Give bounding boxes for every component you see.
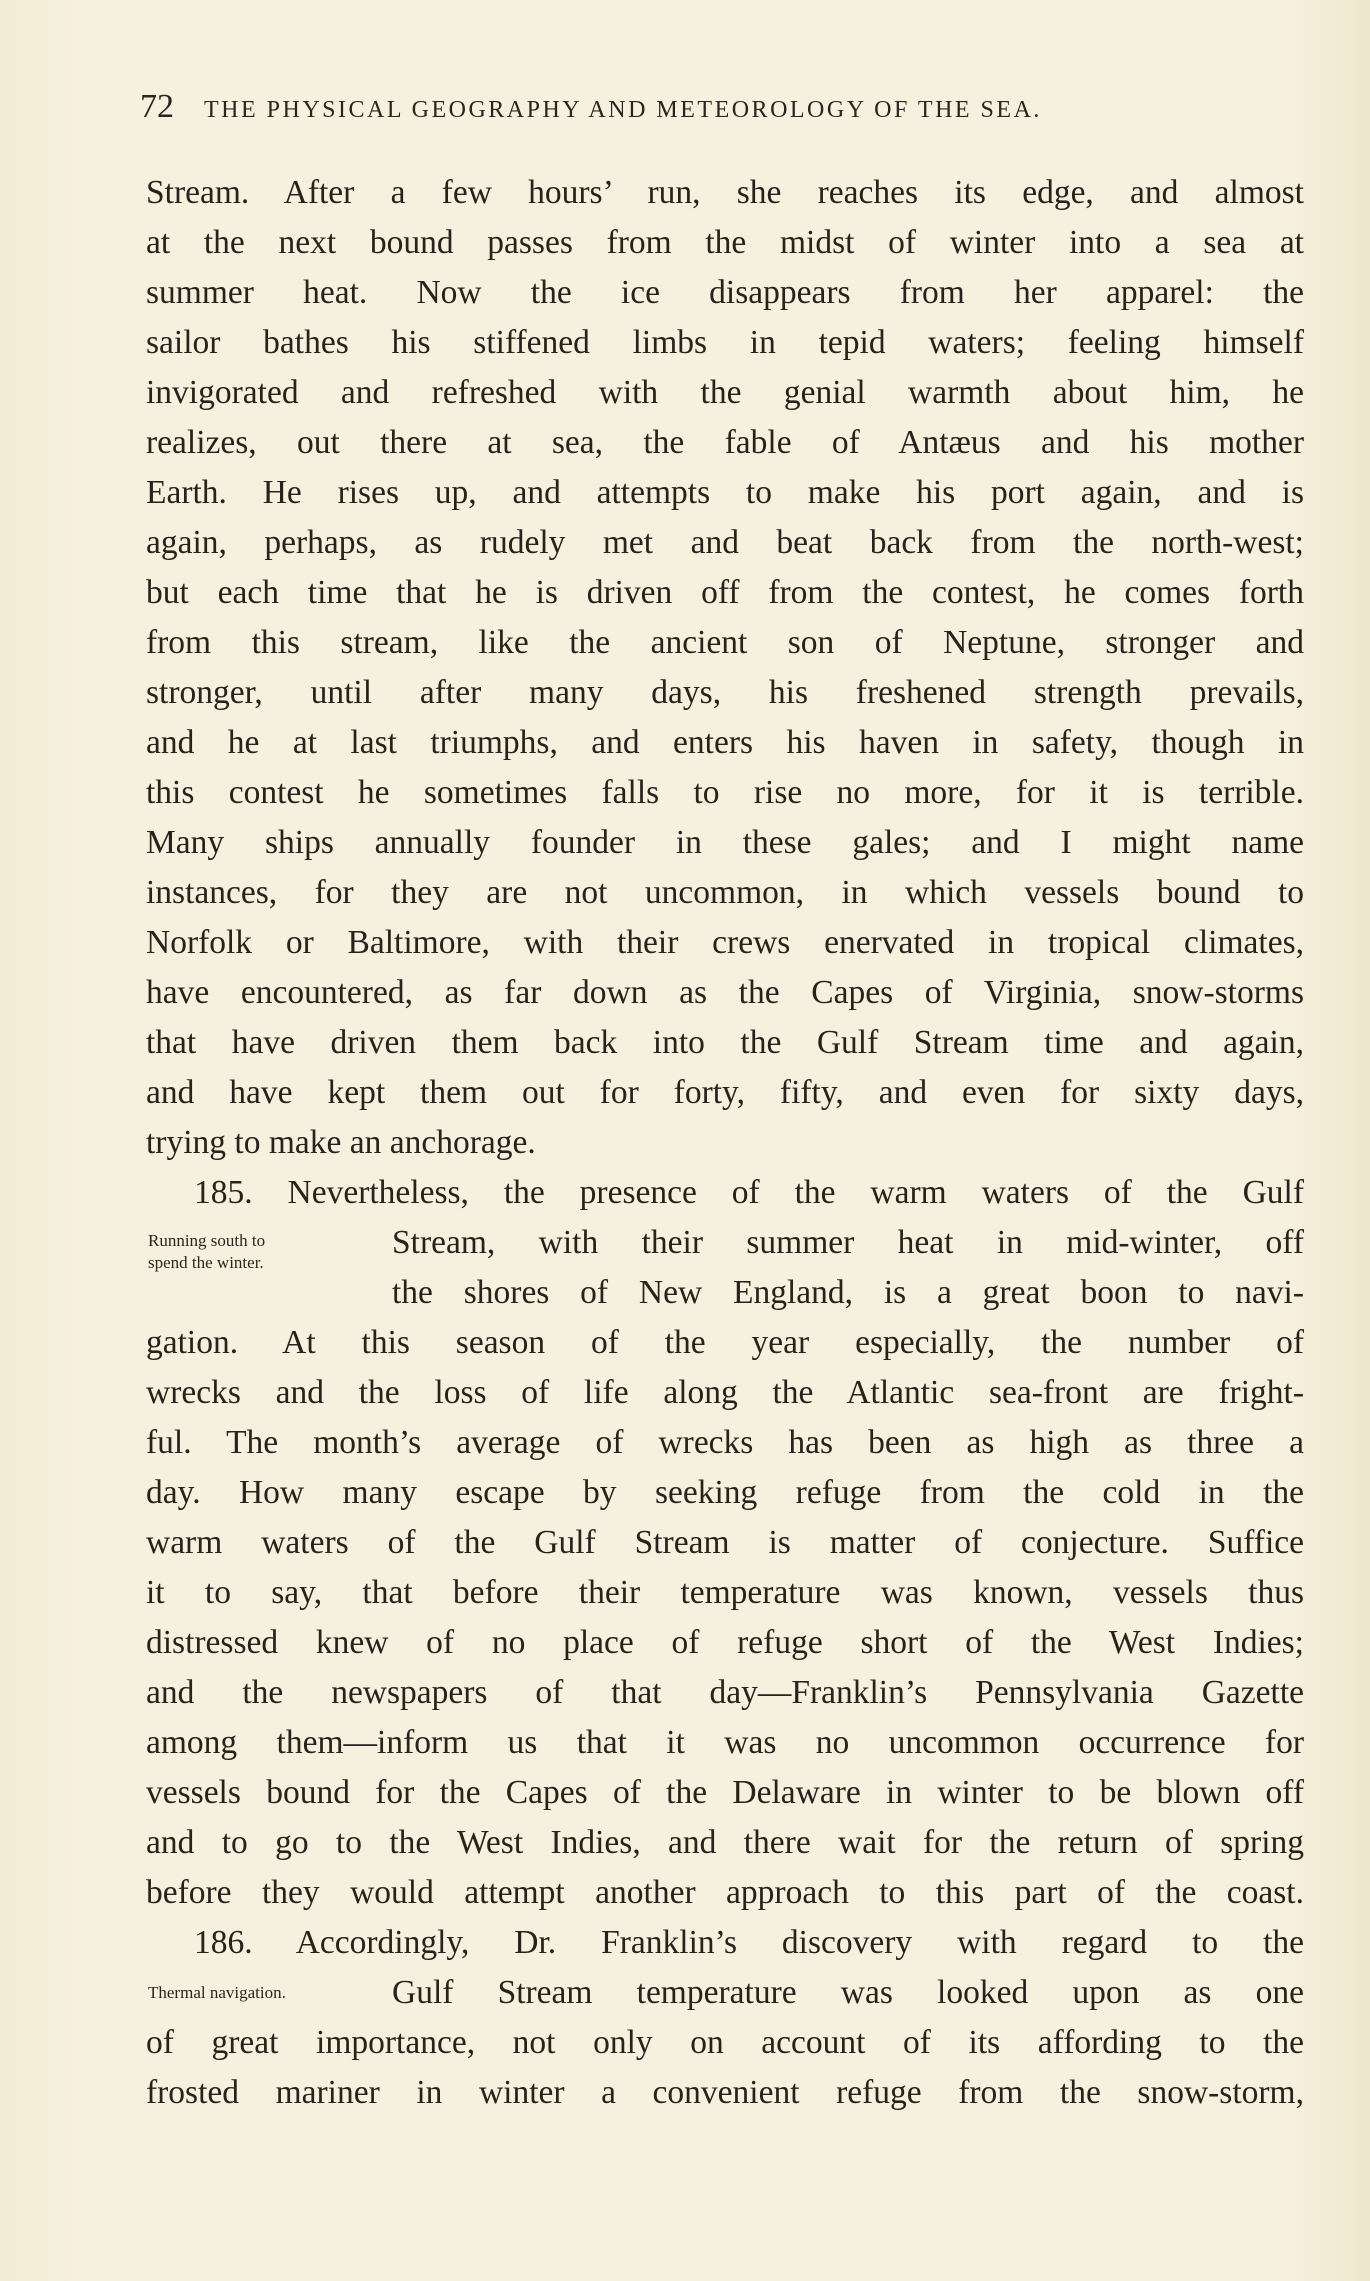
text-line: ful. The month’s average of wrecks has been as high as three a [146, 1424, 1304, 1461]
margin-note-line: spend the winter. [148, 1253, 264, 1272]
text-line: it to say, that before their temperature was known, vessels thus [146, 1574, 1304, 1611]
paragraph-185-start: 185. Nevertheless, the presence of the warm waters of the Gulf [194, 1174, 1304, 1211]
text-line: that have driven them back into the Gulf Stream time and again, [146, 1024, 1304, 1061]
text-line: this contest he sometimes falls to rise no more, for it is terrible. [146, 774, 1304, 811]
text-line: summer heat. Now the ice disappears from her apparel: the [146, 274, 1304, 311]
margin-note-line: Running south to [148, 1231, 266, 1250]
text-line: frosted mariner in winter a convenient refuge from the snow-storm, [146, 2074, 1304, 2111]
body-text [146, 168, 1304, 2118]
text-line: again, perhaps, as rudely met and beat back from the north-west; [146, 524, 1304, 561]
text-line: of great importance, not only on account of its affording to the [146, 2024, 1304, 2061]
page-number: 72 [140, 88, 174, 125]
text-line: warm waters of the Gulf Stream is matter of conjecture. Suffice [146, 1524, 1304, 1561]
text-line: distressed knew of no place of refuge short of the West Indies; [146, 1624, 1304, 1661]
text-line: from this stream, like the ancient son of Neptune, stronger and [146, 624, 1304, 661]
text-line: Gulf Stream temperature was looked upon as one [392, 1974, 1304, 2011]
text-line: at the next bound passes from the midst of winter into a sea at [146, 224, 1304, 261]
text-line: stronger, until after many days, his freshened strength prevails, [146, 674, 1304, 711]
text-line: Stream, with their summer heat in mid-winter, off [392, 1224, 1304, 1261]
text-line: before they would attempt another approach to this part of the coast. [146, 1874, 1304, 1911]
text-line: Norfolk or Baltimore, with their crews enervated in tropical climates, [146, 924, 1304, 961]
text-line: sailor bathes his stiffened limbs in tepid waters; feeling himself [146, 324, 1304, 361]
text-line: Many ships annually founder in these gales; and I might name [146, 824, 1304, 861]
text-line: but each time that he is driven off from the contest, he comes forth [146, 574, 1304, 611]
text-line: the shores of New England, is a great boon to navi- [392, 1274, 1304, 1311]
page-header [140, 88, 1320, 138]
running-head: THE PHYSICAL GEOGRAPHY AND METEOROLOGY OF THE SEA. [204, 97, 1042, 123]
text-line: and to go to the West Indies, and there wait for the return of spring [146, 1824, 1304, 1861]
text-line: invigorated and refreshed with the genial warmth about him, he [146, 374, 1304, 411]
text-line: and he at last triumphs, and enters his haven in safety, though in [146, 724, 1304, 761]
margin-note-thermal-navigation: Thermal navigation. [148, 1983, 286, 2002]
text-line: trying to make an anchorage. [146, 1124, 536, 1161]
text-line: gation. At this season of the year especially, the number of [146, 1324, 1304, 1361]
text-line: realizes, out there at sea, the fable of Antæus and his mother [146, 424, 1304, 461]
text-line: wrecks and the loss of life along the Atlantic sea-front are fright- [146, 1374, 1304, 1411]
text-line: instances, for they are not uncommon, in which vessels bound to [146, 874, 1304, 911]
text-line: day. How many escape by seeking refuge from the cold in the [146, 1474, 1304, 1511]
text-line: Stream. After a few hours’ run, she reaches its edge, and almost [146, 174, 1304, 211]
text-line: among them—inform us that it was no uncommon occurrence for [146, 1724, 1304, 1761]
text-line: and the newspapers of that day—Franklin’s Pennsylvania Gazette [146, 1674, 1304, 1711]
text-line: have encountered, as far down as the Capes of Virginia, snow-storms [146, 974, 1304, 1011]
paragraph-186-start: 186. Accordingly, Dr. Franklin’s discovery with regard to the [194, 1924, 1304, 1961]
text-line: Earth. He rises up, and attempts to make his port again, and is [146, 474, 1304, 511]
text-line: and have kept them out for forty, fifty, and even for sixty days, [146, 1074, 1304, 1111]
text-line: vessels bound for the Capes of the Delaware in winter to be blown off [146, 1774, 1304, 1811]
